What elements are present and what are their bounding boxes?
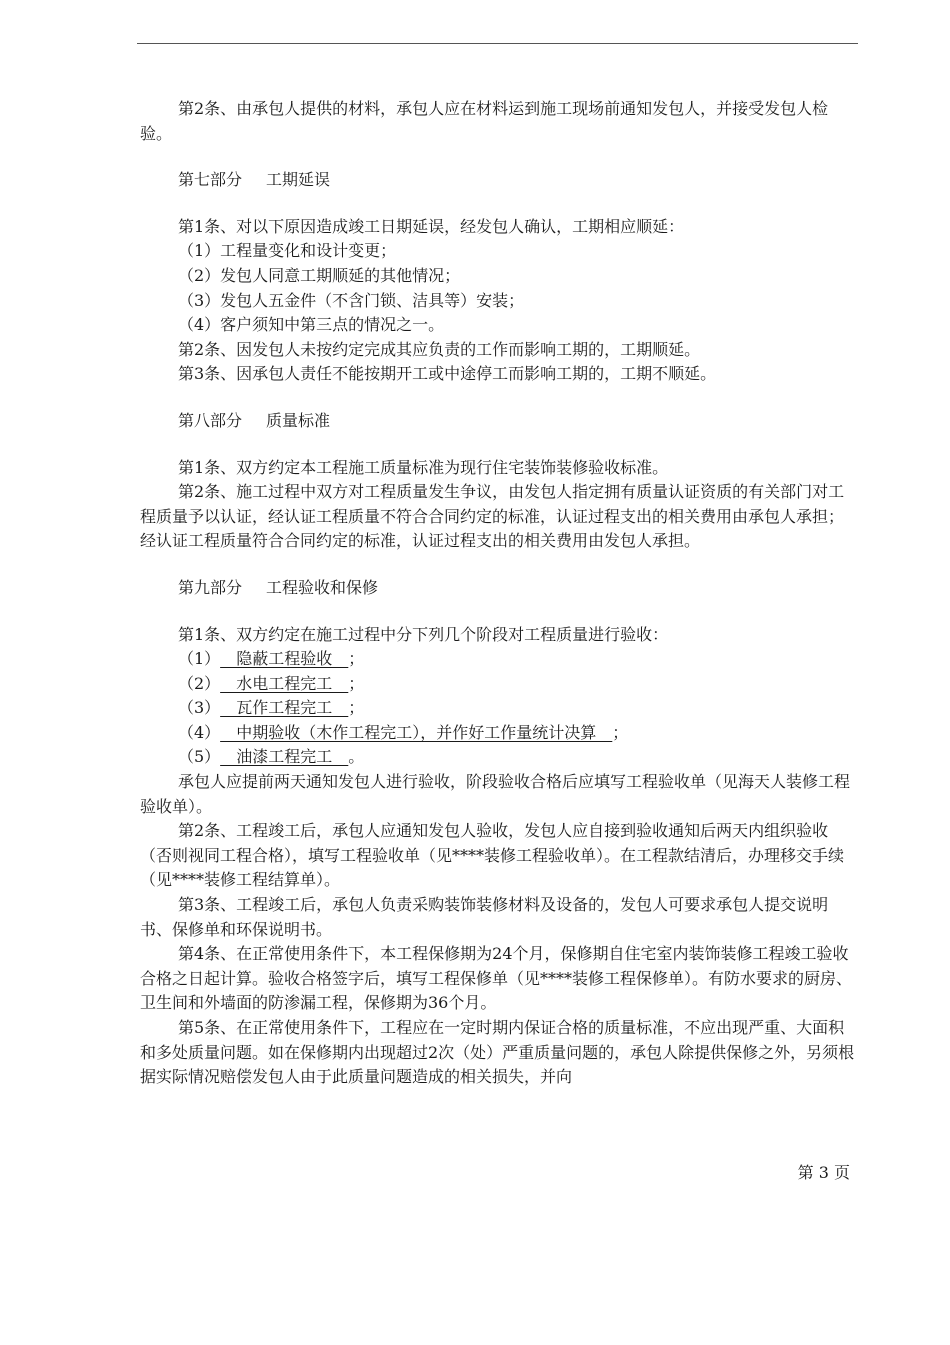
page-number: 第 3 页: [797, 1163, 850, 1182]
part8-title: 质量标准: [266, 410, 331, 430]
section9-inspection-note: 承包人应提前两天通知发包人进行验收，阶段验收合格后应填写工程验收单（见海天人装修工程验收单）。: [140, 772, 851, 816]
stage-end: ；: [348, 673, 365, 693]
stage-number: （5）: [178, 747, 221, 767]
section7-article2: 第2条、因发包人未按约定完成其应负责的工作而影响工期的，工期顺延。: [178, 339, 701, 359]
stage-value: __水电工程完工__: [220, 673, 349, 693]
stage-item-5: [140, 745, 855, 770]
section7-article3: 第3条、因承包人责任不能按期开工或中途停工而影响工期的，工期不顺延。: [178, 364, 717, 384]
stage-item-2: [140, 672, 855, 697]
section8-article1: 第1条、双方约定本工程施工质量标准为现行住宅装饰装修验收标准。: [178, 457, 669, 477]
stage-item-1: [140, 647, 855, 672]
section8-article2: 第2条、施工过程中双方对工程质量发生争议，由发包人指定拥有质量认证资质的有关部门对工程质量予以认证，经认证工程质量不符合合同约定的标准，认证过程支出的相关费用由承包人承担；经认证工程质量符合合同约定的标准，认证过程支出的相关费用由发包人承担。: [140, 482, 845, 551]
stage-end: ；: [348, 698, 365, 718]
section7-item-3: （3）发包人五金件（不含门锁、洁具等）安装；: [178, 290, 525, 310]
part7-title: 工期延误: [266, 170, 331, 190]
stage-value: __油漆工程完工__: [220, 747, 349, 767]
section6-article2: 第2条、由承包人提供的材料，承包人应在材料运到施工现场前通知发包人，并接受发包人检验。: [140, 99, 829, 143]
section9-article1: 第1条、双方约定在施工过程中分下列几个阶段对工程质量进行验收：: [178, 624, 669, 644]
document-body: [140, 97, 855, 1090]
stage-item-3: [140, 696, 855, 721]
stage-end: ；: [348, 649, 365, 669]
part9-title: 工程验收和保修: [266, 577, 379, 597]
part7-number: 第七部分: [178, 170, 243, 190]
stage-number: （1）: [178, 649, 221, 669]
part8-number: 第八部分: [178, 410, 243, 430]
stage-number: （2）: [178, 673, 221, 693]
header-rule: [137, 43, 858, 44]
section9-article4: 第4条、在正常使用条件下，本工程保修期为24个月，保修期自住宅室内装饰装修工程竣工验收合格之日起计算。验收合格签字后，填写工程保修单（见****装修工程保修单）。有防水要求的厨房、卫生间和外墙面的防渗漏工程，保修期为36个月。: [140, 944, 853, 1013]
section7-item-1: （1）工程量变化和设计变更；: [178, 241, 397, 261]
stage-value: __中期验收（木作工程完工），并作好工作量统计决算__: [220, 722, 613, 742]
section7-item-4: （4）客户须知中第三点的情况之一。: [178, 315, 445, 335]
section9-article2: 第2条、工程竣工后，承包人应通知发包人验收，发包人应自接到验收通知后两天内组织验收（否则视同工程合格），填写工程验收单（见****装修工程验收单）。在工程款结清后，办理移交手续（见****装修工程结算单）。: [140, 821, 845, 890]
section7-article1: 第1条、对以下原因造成竣工日期延误，经发包人确认，工期相应顺延：: [178, 216, 685, 236]
stage-end: 。: [348, 747, 365, 767]
section9-article5: 第5条、在正常使用条件下，工程应在一定时期内保证合格的质量标准，不应出现严重、大面积和多处质量问题。如在保修期内出现超过2次（处）严重质量问题的，承包人除提供保修之外，另须根据实际情况赔偿发包人由于此质量问题造成的相关损失，并向: [140, 1018, 855, 1087]
section7-item-2: （2）发包人同意工期顺延的其他情况；: [178, 265, 461, 285]
stage-number: （3）: [178, 698, 221, 718]
part8-heading: [140, 409, 855, 434]
part9-number: 第九部分: [178, 577, 243, 597]
stage-item-4: [140, 721, 855, 746]
section9-article3: 第3条、工程竣工后，承包人负责采购装饰装修材料及设备的，发包人可要求承包人提交说明书、保修单和环保说明书。: [140, 895, 829, 939]
stage-end: ；: [612, 722, 629, 742]
stage-value: __瓦作工程完工__: [220, 698, 349, 718]
stage-number: （4）: [178, 722, 221, 742]
part9-heading: [140, 576, 855, 601]
part7-heading: [140, 168, 855, 193]
stage-value: __隐蔽工程验收__: [220, 649, 349, 669]
